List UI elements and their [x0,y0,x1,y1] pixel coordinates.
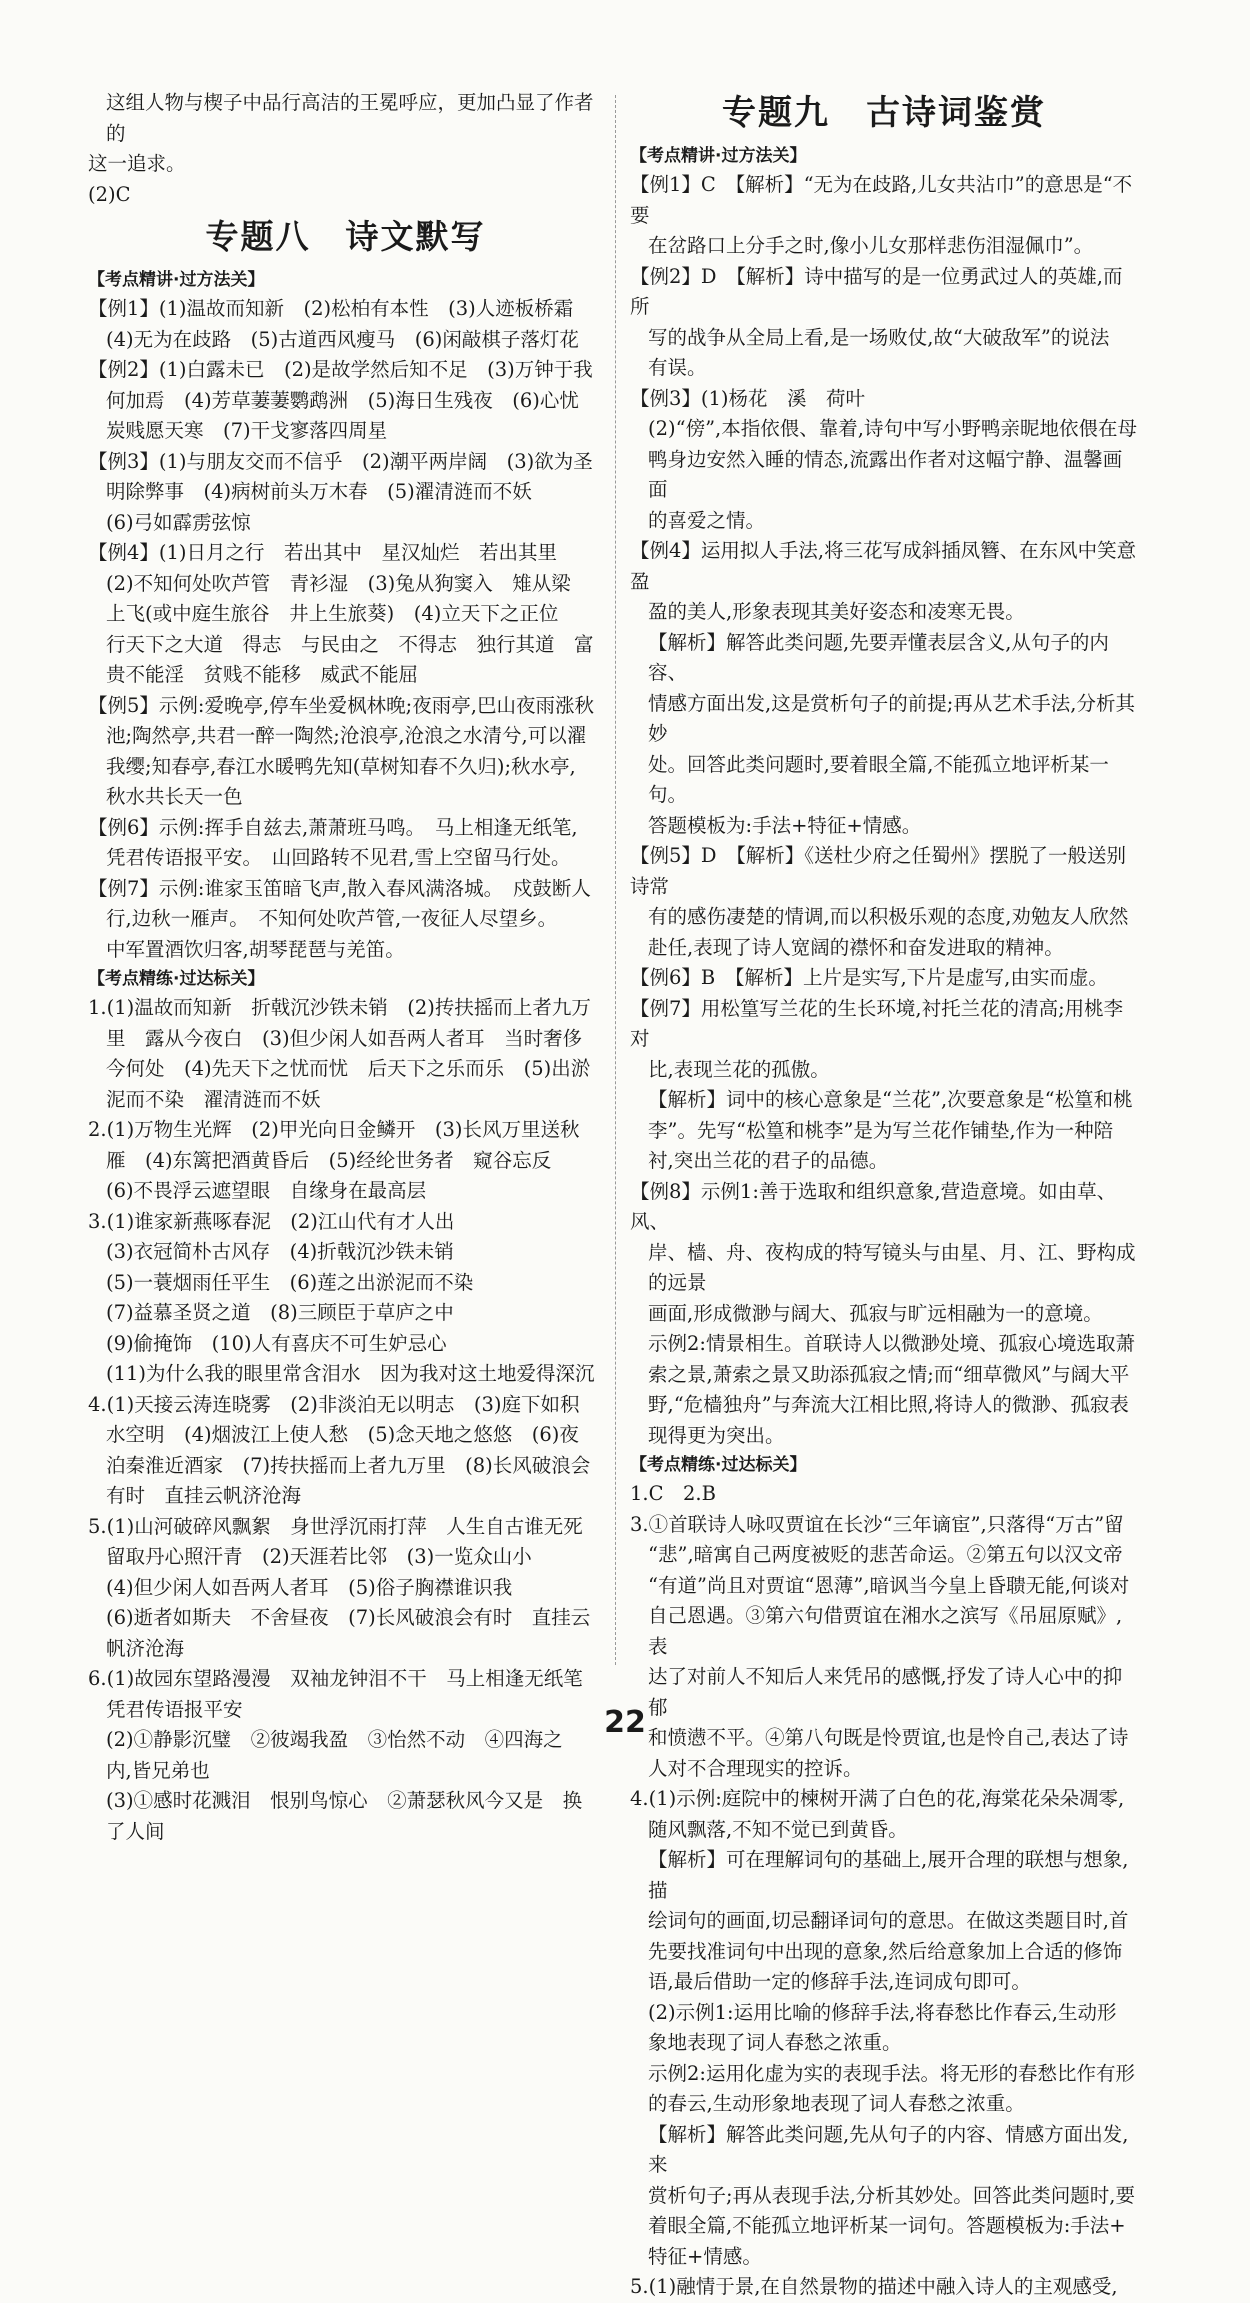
text-line: (6)逝者如斯夫 不舍昼夜 (7)长风破浪会有时 直挂云 [106,1606,591,1629]
text-line: 索之景,萧索之景又助添孤寂之情;而“细草微风”与阔大平 [648,1362,1130,1386]
text-line: 赴任,表现了诗人宽阔的襟怀和奋发进取的精神。 [648,935,1064,959]
example-2 [630,262,1138,384]
text-line: 【例6】B 【解析】上片是实写,下片是虚写,由实而虚。 [630,966,1108,989]
example-7 [88,874,603,966]
text-line: 【例2】(1)白露未已 (2)是故学然后知不足 (3)万钟于我 [88,358,593,381]
text-line: 4.(1)天接云涛连晓雾 (2)非淡泊无以明志 (3)庭下如积 [88,1392,580,1416]
text-line: 野,“危樯独舟”与奔流大江相比照,将诗人的微渺、孤寂表 [648,1393,1129,1416]
text-line: 示例2:情景相生。首联诗人以微渺处境、孤寂心境选取萧 [648,1332,1135,1355]
text-line: 先要找准词句中出现的意象,然后给意象加上合适的修饰 [648,1939,1123,1963]
text-line: 绘词句的画面,切忌翻译词句的意思。在做这类题目时,首 [648,1909,1129,1932]
example-4 [88,538,603,691]
text-line: 岸、樯、舟、夜构成的特写镜头与由星、月、江、野构成的远景 [648,1240,1136,1294]
text-line: 里 露从今夜白 (3)但少闲人如吾两人者耳 当时奢侈 [106,1026,583,1050]
text-line: 【例3】(1)与朋友交而不信乎 (2)潮平两岸阔 (3)欲为圣 [88,449,593,473]
text-line: 上飞(或中庭生旅谷 井上生旅葵) (4)立天下之正位 [106,602,559,625]
intro-text [88,88,603,210]
text-line: 象地表现了词人春愁之浓重。 [648,2031,902,2054]
text-line: 中军置酒饮归客,胡琴琵琶与羌笛。 [106,937,405,961]
text-line: 衬,突出兰花的君子的品德。 [648,1149,889,1172]
answer-3 [88,1207,603,1390]
text-line: 池;陶然亭,共君一醉一陶然;沧浪亭,沧浪之水清兮,可以濯 [106,724,587,747]
text-line: 有的感伤凄楚的情调,而以积极乐观的态度,劝勉友人欣然 [648,905,1129,928]
text-line: 6.(1)故园东望路漫漫 双袖龙钟泪不干 马上相逢无纸笔 [88,1667,583,1690]
text-line: 今何处 (4)先天下之忧而忧 后天下之乐而乐 (5)出淤 [106,1057,591,1080]
text-line: 了人间 [106,1819,165,1843]
text-line: 着眼全篇,不能孤立地评析某一词句。答题模板为:手法+ [648,2214,1126,2237]
text-line: (11)为什么我的眼里常含泪水 因为我对这土地爱得深沉 [106,1362,595,1385]
text-line: 内,皆兄弟也 [106,1758,210,1782]
text-line: 5.(1)山河破碎风飘絮 身世浮沉雨打萍 人生自古谁无死 [88,1514,583,1538]
answer-2 [88,1115,603,1207]
text-line: 泊秦淮近酒家 (7)抟扶摇而上者九万里 (8)长风破浪会 [106,1453,591,1477]
text-line: (2)示例1:运用比喻的修辞手法,将春愁比作春云,生动形 [648,2000,1117,2024]
text-line: 鸭身边安然入睡的情态,流露出作者对这幅宁静、温馨画面 [648,447,1123,501]
text-line: 【例7】用松篁写兰花的生长环境,衬托兰花的清高;用桃李对 [630,996,1124,1050]
text-line: 【例8】示例1:善于选取和组织意象,营造意境。如由草、风、 [630,1179,1117,1233]
text-line: 比,表现兰花的孤傲。 [648,1057,830,1081]
text-line: 留取丹心照汗青 (2)天涯若比邻 (3)一览众山小 [106,1545,532,1568]
text-line: 5.(1)融情于景,在自然景物的描述中融入诗人的主观感受, [630,2275,1118,2298]
text-line: (4)无为在歧路 (5)古道西风瘦马 (6)闲敲棋子落灯花 [106,327,579,351]
text-line: 2.(1)万物生光辉 (2)甲光向日金鳞开 (3)长风万里送秋 [88,1118,580,1141]
section-heading: 【考点精练·过达标关】 [88,969,265,989]
example-7 [630,994,1138,1177]
text-line: 何加焉 (4)芳草萋萋鹦鹉洲 (5)海日生残夜 (6)心忧 [106,388,579,412]
example-8 [630,1177,1138,1452]
text-line: 【例2】D 【解析】诗中描写的是一位勇武过人的英雄,而所 [630,264,1123,318]
answer-1 [88,993,603,1115]
text-line: (2)不知何处吹芦管 青衫湿 (3)兔从狗窦入 雉从梁 [106,571,571,595]
text-line: 写的战争从全局上看,是一场败仗,故“大破敌军”的说法 [648,325,1110,349]
text-line: 帆济沧海 [106,1636,185,1660]
example-3 [88,447,603,539]
example-1 [630,170,1138,262]
example-6 [630,963,1138,994]
text-line: 【解析】解答此类问题,先要弄懂表层含义,从句子的内容、 [648,630,1109,684]
text-line: 【例4】运用拟人手法,将三花写成斜插凤簪、在东风中笑意盈 [630,539,1137,593]
text-line: 有误。 [648,356,707,379]
answer-6 [88,1664,603,1847]
text-line: 在岔路口上分手之时,像小儿女那样悲伤泪湿佩巾”。 [648,234,1094,257]
text-line: 行,边秋一雁声。 不知何处吹芦管,一夜征人尽望乡。 [106,907,558,930]
text-line: 这一追求。 [88,152,186,175]
example-4 [630,536,1138,841]
text-line: 我缨;知春亭,春江水暖鸭先知(草树知春不久归);秋水亭, [106,754,576,778]
text-line: 情感方面出发,这是赏析句子的前提;再从艺术手法,分析其妙 [648,691,1135,745]
text-line: “悲”,暗寓自己两度被贬的悲苦命运。②第五句以汉文帝 [648,1543,1123,1566]
text-line: 【例5】D 【解析】《送杜少府之任蜀州》摆脱了一般送别诗常 [630,844,1127,898]
answer-5 [630,2272,1138,2303]
text-line: 贵不能淫 贫贱不能移 威武不能屈 [106,663,419,686]
text-line: 炭贱愿天寒 (7)干戈寥落四周星 [106,419,388,442]
text-line: 3.①首联诗人咏叹贾谊在长沙“三年谪宦”,只落得“万古”留 [630,1512,1124,1536]
answer-4 [88,1390,603,1512]
text-line: 1.C 2.B [630,1482,716,1505]
text-line: 达了对前人不知后人来凭吊的感慨,抒发了诗人心中的抑郁 [648,1665,1123,1719]
text-line: (2)C [88,182,131,206]
text-line: 和愤懑不平。④第八句既是怜贾谊,也是怜自己,表达了诗 [648,1726,1129,1749]
example-2 [88,355,603,447]
text-line: 有时 直挂云帆济沧海 [106,1484,302,1507]
example-3 [630,384,1138,537]
text-line: (3)①感时花溅泪 恨别鸟惊心 ②萧瑟秋风今又是 换 [106,1789,583,1812]
example-5 [630,841,1138,963]
text-line: 行天下之大道 得志 与民由之 不得志 独行其道 富 [106,632,594,656]
text-line: 【解析】可在理解词句的基础上,展开合理的联想与想象,描 [648,1848,1129,1902]
text-line: 的喜爱之情。 [648,508,766,532]
text-line: 【例4】(1)日月之行 若出其中 星汉灿烂 若出其里 [88,541,558,564]
example-6 [88,813,603,874]
text-line: (9)偷掩饰 (10)人有喜庆不可生妒忌心 [106,1331,447,1355]
text-line: (3)衣冠简朴古风存 (4)折戟沉沙铁未销 [106,1240,454,1263]
section-heading: 【考点精讲·过方法关】 [88,270,265,290]
answer-5 [88,1512,603,1665]
text-line: (7)益慕圣贤之道 (8)三顾臣于草庐之中 [106,1301,454,1324]
text-line: 【例3】(1)杨花 溪 荷叶 [630,386,866,410]
text-line: (2)①静影沉璧 ②彼竭我盈 ③怡然不动 ④四海之 [106,1728,563,1751]
text-line: (2)“傍”,本指依偎、靠着,诗句中写小野鸭亲昵地依偎在母 [648,417,1137,440]
text-line: 【例1】(1)温故而知新 (2)松柏有本性 (3)人迹板桥霜 [88,297,574,320]
text-line: 明除弊事 (4)病树前头万木春 (5)濯清涟而不妖 [106,480,532,503]
text-line: 自己恩遇。③第六句借贾谊在湘水之滨写《吊屈原赋》,表 [648,1604,1123,1658]
text-line: 这组人物与楔子中品行高洁的王冕呼应，更加凸显了作者的 [106,91,594,145]
example-5 [88,691,603,813]
text-line: 【解析】解答此类问题,先从句子的内容、情感方面出发,来 [648,2122,1129,2176]
text-line: 李”。先写“松篁和桃李”是为写兰花作铺垫,作为一种陪 [648,1118,1114,1142]
section-heading: 【考点精讲·过方法关】 [630,146,807,166]
text-line: 3.(1)谁家新燕啄春泥 (2)江山代有才人出 [88,1209,455,1233]
text-line: 随风飘落,不知不觉已到黄昏。 [648,1817,908,1841]
answer-3 [630,1510,1138,1785]
text-line: 水空明 (4)烟波江上使人愁 (5)念天地之悠悠 (6)夜 [106,1423,579,1446]
text-line: 【解析】词中的核心意象是“兰花”,次要意象是“松篁和桃 [648,1088,1133,1111]
section-title-9: 专题九 古诗词鉴赏 [722,93,1046,133]
text-line: (6)弓如霹雳弦惊 [106,510,251,534]
text-line: 【例1】C 【解析】“无为在歧路,儿女共沾巾”的意思是“不要 [630,173,1133,227]
text-line: 人对不合理现实的控诉。 [648,1756,863,1780]
text-line: 4.(1)示例:庭院中的楝树开满了白色的花,海棠花朵朵凋零, [630,1787,1125,1810]
text-line: 凭君传语报平安 [106,1697,243,1721]
section-title-8: 专题八 诗文默写 [205,217,486,256]
text-line: 答题模板为:手法+特征+情感。 [648,813,922,837]
text-line: 【例5】示例:爱晚亭,停车坐爱枫林晚;夜雨亭,巴山夜雨涨秋 [88,693,594,717]
text-line: 1.(1)温故而知新 折戟沉沙铁未销 (2)抟扶摇而上者九万 [88,996,591,1019]
right-column [630,88,1138,2303]
text-line: 雁 (4)东篱把酒黄昏后 (5)经纶世务者 窥谷忘反 [106,1148,552,1172]
text-line: (4)但少闲人如吾两人者耳 (5)俗子胸襟谁识我 [106,1575,513,1599]
text-line: 画面,形成微渺与阔大、孤寂与旷远相融为一的意境。 [648,1301,1103,1325]
text-line: 示例2:运用化虚为实的表现手法。将无形的春愁比作有形 [648,2061,1135,2085]
page-number: 22 [604,1705,646,1740]
text-line: 特征+情感。 [648,2244,762,2268]
answer-1-2 [630,1479,1138,1510]
text-line: 的春云,生动形象地表现了词人春愁之浓重。 [648,2092,1025,2115]
text-line: 泥而不染 濯清涟而不妖 [106,1087,321,1111]
text-line: (5)一蓑烟雨任平生 (6)莲之出淤泥而不染 [106,1270,474,1294]
text-line: 【例6】示例:挥手自兹去,萧萧班马鸣。 马上相逢无纸笔, [88,815,578,839]
text-line: (6)不畏浮云遮望眼 自缘身在最高层 [106,1179,427,1202]
left-column [88,88,603,1847]
text-line: 赏析句子;再从表现手法,分析其妙处。回答此类问题时,要 [648,2183,1135,2207]
text-line: 盈的美人,形象表现其美好姿态和凌寒无畏。 [648,600,1025,623]
text-line: “有道”尚且对贾谊“恩薄”,暗讽当今皇上昏聩无能,何谈对 [648,1573,1130,1597]
answer-4 [630,1784,1138,2272]
text-line: 处。回答此类问题时,要着眼全篇,不能孤立地评析某一句。 [648,752,1109,806]
text-line: 现得更为突出。 [648,1423,785,1447]
section-heading: 【考点精练·过达标关】 [630,1455,807,1475]
text-line: 秋水共长天一色 [106,785,243,808]
example-1 [88,294,603,355]
column-divider [615,95,616,1665]
text-line: 语,最后借助一定的修辞手法,连词成句即可。 [648,1970,1031,1993]
text-line: 凭君传语报平安。 山回路转不见君,雪上空留马行处。 [106,846,571,869]
text-line: 【例7】示例:谁家玉笛暗飞声,散入春风满洛城。 戍鼓断人 [88,876,591,900]
